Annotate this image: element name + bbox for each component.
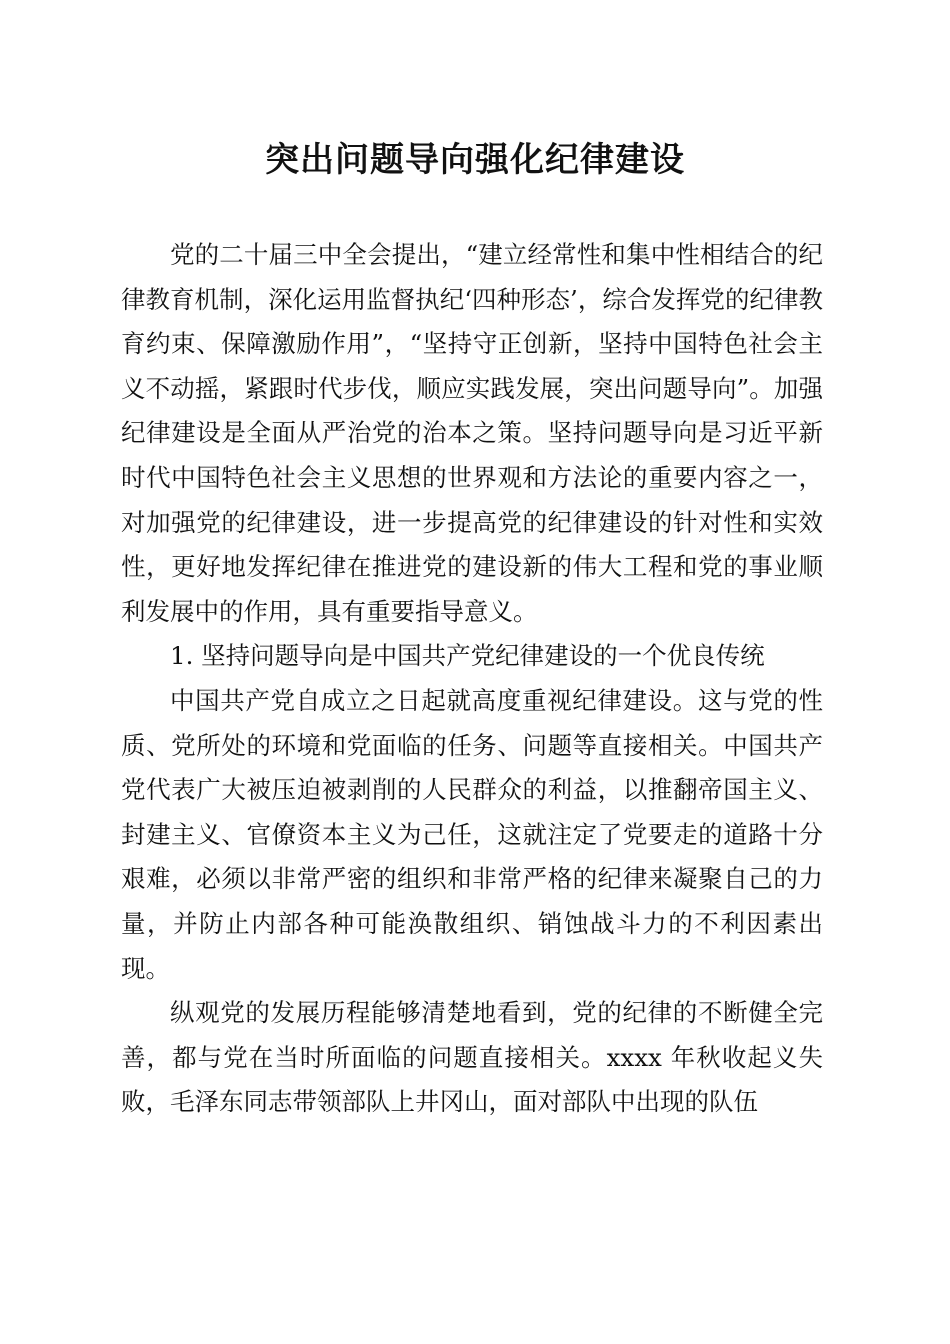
section-heading-1: 1. 坚持问题导向是中国共产党纪律建设的一个优良传统	[170, 641, 765, 671]
paragraph-intro: 党的二十届三中全会提出，“建立经常性和集中性相结合的纪律教育机制，深化运用监督执纪‘四种形态’，综合发挥党的纪律教育约束、保障激励作用”，“坚持守正创新，坚持中国特色社会主义不动摇，紧跟时代步伐，顺应实践发展，突出问题导向”。加强纪律建设是全面从严治党的治本之策。坚持问题导向是习近平新时代中国特色社会主义思想的世界观和方法论的重要内容之一，对加强党的纪律建设，进一步提高党的纪律建设的针对性和实效性，更好地发挥纪律在推进党的建设新的伟大工程和党的事业顺利发展中的作用，具有重要指导意义。	[121, 240, 823, 626]
document-title: 突出问题导向强化纪律建设	[265, 140, 685, 180]
paragraph-history: 中国共产党自成立之日起就高度重视纪律建设。这与党的性质、党所处的环境和党面临的任务、问题等直接相关。中国共产党代表广大被压迫被剥削的人民群众的利益，以推翻帝国主义、封建主义、官僚资本主义为己任，这就注定了党要走的道路十分艰难，必须以非常严密的组织和非常严格的纪律来凝聚自己的力量，并防止内部各种可能涣散组织、销蚀战斗力的不利因素出现。	[121, 685, 823, 983]
document-body	[121, 233, 823, 1125]
paragraph-development: 纵观党的发展历程能够清楚地看到，党的纪律的不断健全完善，都与党在当时所面临的问题直接相关。xxxx 年秋收起义失败，毛泽东同志带领部队上井冈山，面对部队中出现的队伍	[121, 998, 823, 1117]
